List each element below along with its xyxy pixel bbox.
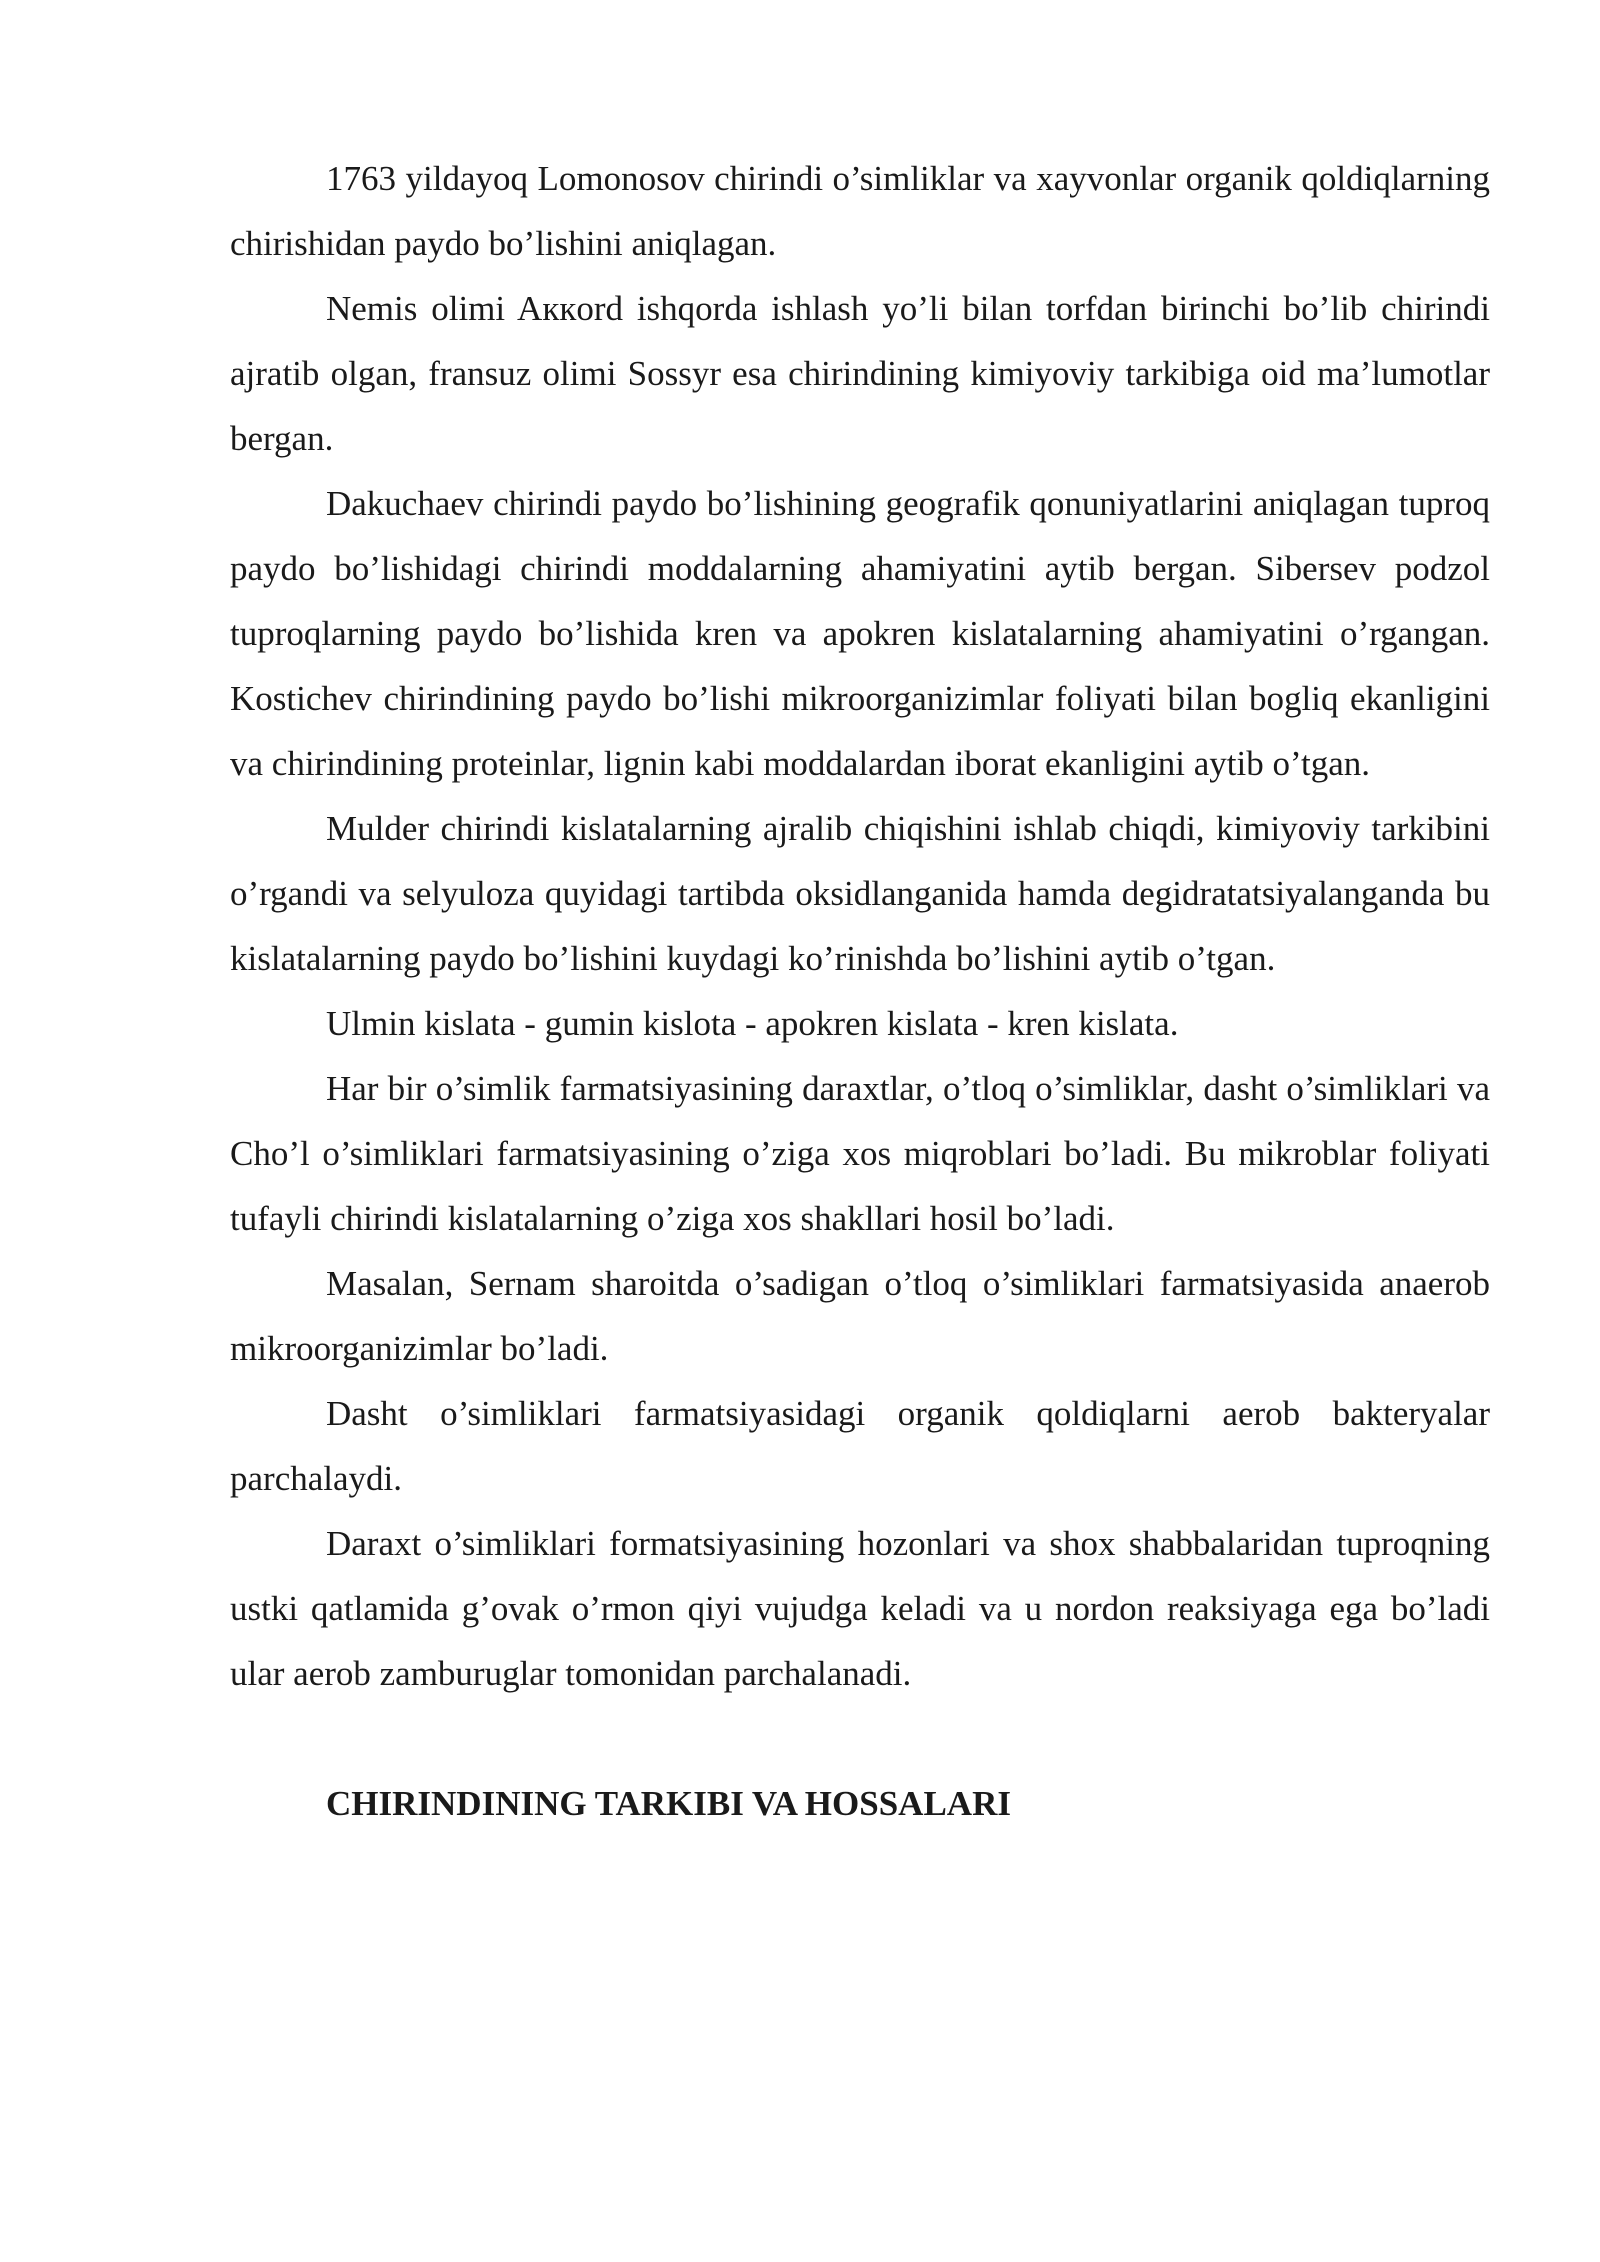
paragraph-tree-plants: Daraxt o’simliklari formatsiyasining hozonlari va shox shabbalaridan tuproqning ustki qatlamida g’ovak o’rmon qiyi vujudga keladi va u nordon reaksiyaga ega bo’ladi ular aerob zamburuglar tomonidan parchalanadi. <box>230 1524 1490 1693</box>
paragraph-mulder: Mulder chirindi kislatalarning ajralib chiqishini ishlab chiqdi, kimiyoviy tarkibini o’rgandi va selyuloza quyidagi tartibda oksidlanganida hamda degidratatsiyalanganda bu kislatalarning paydo bo’lishini kuydagi ko’rinishda bo’lishini aytib o’tgan. <box>230 809 1490 978</box>
paragraph-meadow-plants: Masalan, Sernam sharoitda o’sadigan o’tloq o’simliklari farmatsiyasida anaerob mikroorganizimlar bo’ladi. <box>230 1264 1490 1368</box>
paragraph-dakuchaev: Dakuchaev chirindi paydo bo’lishining geografik qonuniyatlarini aniqlagan tuproq paydo bo’lishidagi chirindi moddalarning ahamiyatini aytib bergan. Sibersev podzol tuproqlarning paydo bo’lishida kren va apokren kislatalarning ahamiyatini o’rgangan. Kostichev chirindining paydo bo’lishi mikroorganizimlar foliyati bilan bogliq ekanligini va chirindining proteinlar, lignin kabi moddalardan iborat ekanligini aytib o’tgan. <box>230 484 1490 783</box>
document-page <box>230 146 1490 1836</box>
paragraph-acid-sequence: Ulmin kislata - gumin kislota - apokren kislata - kren kislata. <box>326 1004 1179 1043</box>
paragraph-lomonosov: 1763 yildayoq Lomonosov chirindi o’simliklar va xayvonlar organik qoldiqlarning chirishidan paydo bo’lishini aniqlagan. <box>230 159 1490 263</box>
paragraph-plant-formations: Har bir o’simlik farmatsiyasining daraxtlar, o’tloq o’simliklar, dasht o’simliklari va Cho’l o’simliklari farmatsiyasining o’ziga xos miqroblari bo’ladi. Bu mikroblar foliyati tufayli chirindi kislatalarning o’ziga xos shakllari hosil bo’ladi. <box>230 1069 1490 1238</box>
section-heading: CHIRINDINING TARKIBI VA HOSSALARI <box>326 1784 1011 1823</box>
paragraph-steppe-plants: Dasht o’simliklari farmatsiyasidagi organik qoldiqlarni aerob bakteryalar parchalaydi. <box>230 1394 1490 1498</box>
paragraph-akkord-sossyr: Nemis olimi Aккord ishqorda ishlash yo’li bilan torfdan birinchi bo’lib chirindi ajratib olgan, fransuz olimi Sossyr esa chirindining kimiyoviy tarkibiga oid ma’lumotlar bergan. <box>230 289 1490 458</box>
